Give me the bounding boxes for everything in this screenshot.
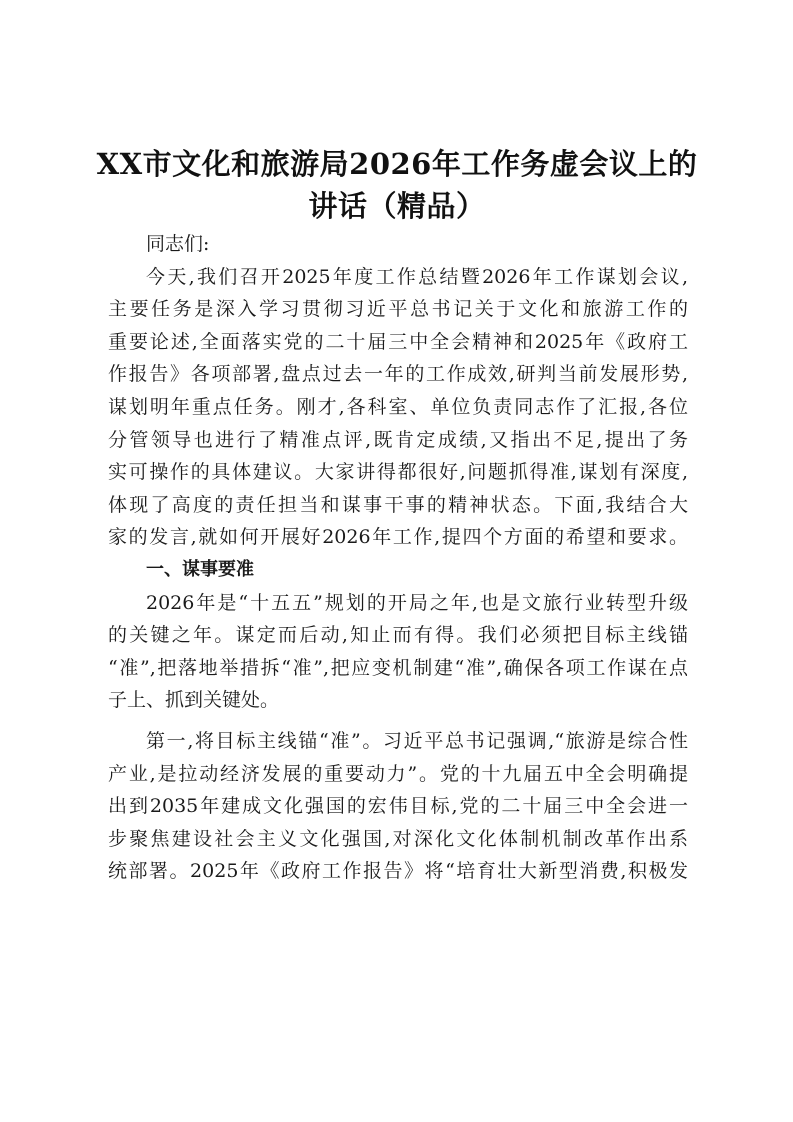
document-body: [108, 228, 688, 888]
paragraph-line: 实可操作的具体建议。大家讲得都很好,问题抓得准,谋划有深度,: [108, 461, 688, 484]
paragraph-line: “准”,把落地举措拆“准”,把应变机制建“准”,确保各项工作谋在点: [108, 656, 688, 679]
paragraph-line: 子上、抓到关键处。: [108, 689, 280, 712]
salutation: 同志们:: [146, 233, 210, 255]
paragraph-line: 产业,是拉动经济发展的重要动力”。党的十九届五中全会明确提: [108, 762, 688, 785]
paragraph-line: 第一,将目标主线锚“准”。习近平总书记强调,“旅游是综合性: [146, 729, 688, 752]
paragraph-line: 重要论述,全面落实党的二十届三中全会精神和2025年《政府工: [108, 330, 688, 353]
section-heading: 一、谋事要准: [146, 558, 254, 580]
paragraph-line: 主要任务是深入学习贯彻习近平总书记关于文化和旅游工作的: [108, 298, 688, 321]
paragraph-line: 出到2035年建成文化强国的宏伟目标,党的二十届三中全会进一: [108, 795, 688, 818]
paragraph-line: 步聚焦建设社会主义文化强国,对深化文化体制机制改革作出系: [108, 827, 688, 850]
paragraph-line: 体现了高度的责任担当和谋事干事的精神状态。下面,我结合大: [108, 493, 688, 516]
paragraph-line: 谋划明年重点任务。刚才,各科室、单位负责同志作了汇报,各位: [108, 395, 688, 418]
paragraph-line: 作报告》各项部署,盘点过去一年的工作成效,研判当前发展形势,: [108, 363, 688, 386]
title-line-2: 讲话（精品）: [308, 189, 486, 223]
paragraph-line: 家的发言,就如何开展好2026年工作,提四个方面的希望和要求。: [108, 526, 688, 549]
document-title: [90, 143, 704, 227]
title-line-1: XX市文化和旅游局2026年工作务虚会议上的: [96, 147, 698, 181]
paragraph-gap: [108, 717, 688, 725]
paragraph-line: 统部署。2025年《政府工作报告》将“培育壮大新型消费,积极发: [108, 860, 688, 883]
paragraph-line: 今天,我们召开2025年度工作总结暨2026年工作谋划会议,: [146, 265, 688, 288]
paragraph-line: 分管领导也进行了精准点评,既肯定成绩,又指出不足,提出了务: [108, 428, 688, 451]
paragraph-line: 的关键之年。谋定而后动,知止而有得。我们必须把目标主线锚: [108, 624, 688, 647]
paragraph-line: 2026年是“十五五”规划的开局之年,也是文旅行业转型升级: [146, 591, 688, 614]
